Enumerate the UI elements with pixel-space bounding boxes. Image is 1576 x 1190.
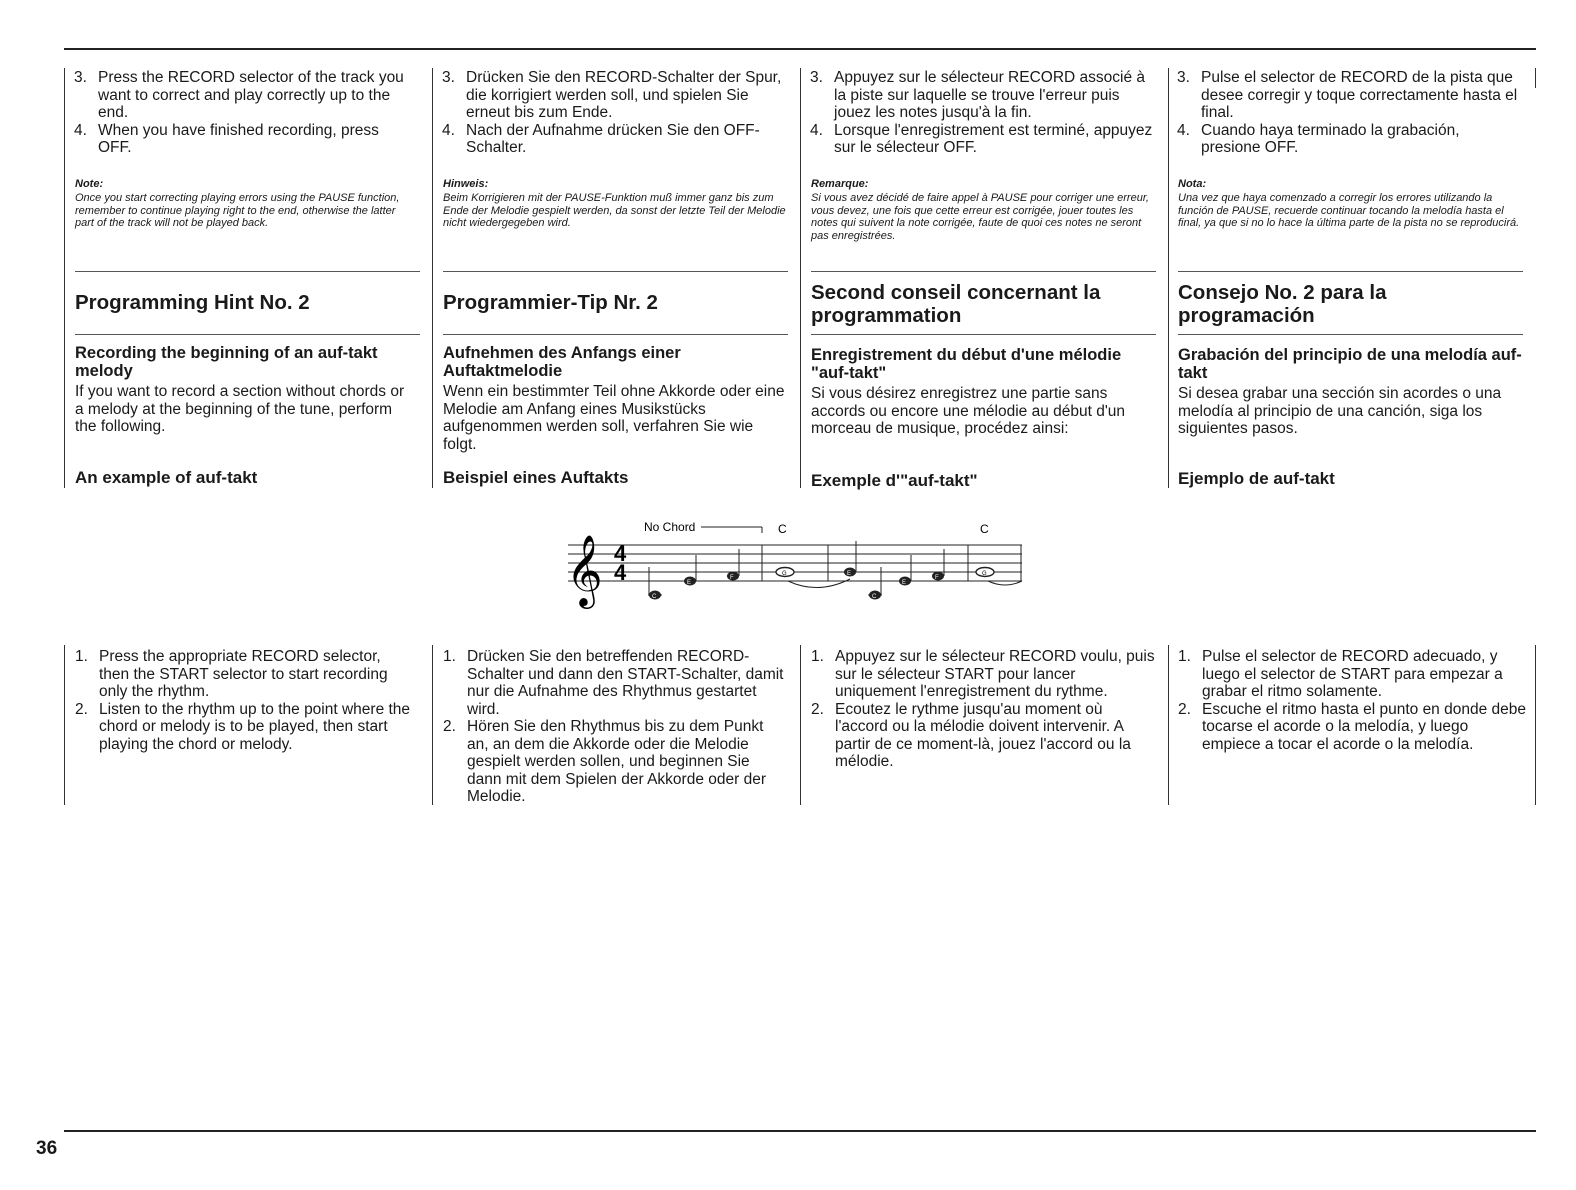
section-divider <box>75 271 420 272</box>
svg-text:E: E <box>847 571 852 577</box>
list-item: 2. Escuche el ritmo hasta el punto en donde debe tocarse el acorde o la melodía, y luego empiece a tocar el acorde o la melodía. <box>1178 700 1527 753</box>
list-item: 1. Drücken Sie den betreffenden RECORD-Schalter und dann den START-Schalter, damit nur die Aufnahme des Rhythmus gestartet wird. <box>443 648 784 718</box>
list-item: 4. Cuando haya terminado la grabación, presione OFF. <box>1177 121 1460 156</box>
section-divider <box>443 271 788 272</box>
note <box>844 541 856 577</box>
top-rule <box>64 48 1536 50</box>
page-number: 36 <box>36 1138 58 1159</box>
intro-paragraph: Si desea grabar una sección sin acordes o una melodía al principio de una canción, siga los siguientes pasos. <box>1178 385 1502 437</box>
hint-title: Programming Hint No. 2 <box>75 291 310 314</box>
bottom-steps <box>811 648 1156 771</box>
example-title: Ejemplo de auf-takt <box>1178 469 1335 488</box>
svg-text:F: F <box>935 575 939 581</box>
note-title: Nota: <box>1178 178 1207 190</box>
treble-clef-icon: 𝄞 <box>566 536 603 605</box>
note <box>976 568 994 578</box>
time-signature-top: 4 <box>614 541 627 566</box>
column-divider <box>1168 68 1169 488</box>
note <box>776 568 794 578</box>
list-item: 1. Appuyez sur le sélecteur RECORD voulu, puis sur le sélecteur START pour lancer uniquement l'enregistrement du rythme. <box>811 648 1155 700</box>
top-steps <box>1177 69 1522 157</box>
column-divider <box>64 645 65 805</box>
bottom-steps <box>1178 648 1528 753</box>
note <box>684 555 696 586</box>
column-divider <box>432 645 433 805</box>
list-item: 2. Ecoutez le rythme jusqu'au moment où l'accord ou la mélodie doivent intervenir. A partir de ce moment-là, jouez l'accord ou la mélodie. <box>811 700 1131 770</box>
svg-text:C: C <box>872 594 877 600</box>
time-signature-bottom: 4 <box>614 560 627 585</box>
intro-paragraph: Wenn ein bestimmter Teil ohne Akkorde oder eine Melodie am Anfang eines Musikstücks aufgenommen werden soll, verfahren Sie wie folgt. <box>443 383 785 453</box>
svg-text:G: G <box>782 571 787 577</box>
example-title: Beispiel eines Auftakts <box>443 468 629 487</box>
hint-title: Second conseil concernant la programmation <box>811 281 1101 327</box>
hint-title: Consejo No. 2 para la programación <box>1178 281 1387 327</box>
column-divider <box>432 68 433 488</box>
note-text: Once you start correcting playing errors using the PAUSE function, remember to continue playing right to the end, otherwise the latter part of the track will not be played back. <box>75 192 400 229</box>
note-text: Beim Korrigieren mit der PAUSE-Funktion muß immer ganz bis zum Ende der Melodie gespielt werden, da sonst der letzte Teil der Melodie nicht wiedergegeben wird. <box>443 192 786 229</box>
music-score <box>560 515 1030 610</box>
column-divider <box>800 645 801 805</box>
column-divider <box>64 68 65 488</box>
list-item: 1. Pulse el selector de RECORD adecuado, y luego el selector de START para empezar a grabar el ritmo solamente. <box>1178 648 1503 700</box>
sub-title: Grabación del principio de una melodía auf-takt <box>1178 346 1522 382</box>
section-divider <box>1178 334 1523 335</box>
svg-text:G: G <box>982 571 987 577</box>
tie-icon <box>988 581 1022 585</box>
example-title: Exemple d'"auf-takt" <box>811 471 978 490</box>
sub-title: Aufnehmen des Anfangs einer Auftaktmelodie <box>443 344 681 380</box>
column-divider <box>1168 645 1169 805</box>
bottom-steps <box>443 648 788 806</box>
list-item: 3. Press the RECORD selector of the track you want to correct and play correctly up to the end. <box>74 69 404 121</box>
list-item: 3. Appuyez sur le sélecteur RECORD associé à la piste sur laquelle se trouve l'erreur puis jouez les notes jusqu'à la fin. <box>810 69 1145 121</box>
chord-label: C <box>778 522 787 536</box>
list-item: 4. When you have finished recording, press OFF. <box>74 121 379 156</box>
example-title: An example of auf-takt <box>75 468 258 487</box>
intro-paragraph: If you want to record a section without chords or a melody at the beginning of the tune, perform the following. <box>75 383 405 435</box>
note-title: Remarque: <box>811 178 869 190</box>
section-divider <box>1178 271 1523 272</box>
chord-label: C <box>980 522 989 536</box>
top-steps <box>74 69 414 157</box>
column-divider <box>1535 645 1536 805</box>
top-steps <box>442 69 787 157</box>
bottom-steps <box>75 648 415 753</box>
intro-paragraph: Si vous désirez enregistrez une partie sans accords ou encore une mélodie au début d'un morceau de musique, procédez ainsi: <box>811 385 1126 437</box>
column-divider <box>1535 68 1536 88</box>
list-item: 3. Drücken Sie den RECORD-Schalter der Spur, die korrigiert werden soll, und spielen Sie erneut bis zum Ende. <box>442 69 782 121</box>
note <box>899 555 911 586</box>
svg-text:C: C <box>652 594 657 600</box>
svg-text:E: E <box>902 580 907 586</box>
no-chord-label: No Chord <box>644 520 696 534</box>
list-item: 1. Press the appropriate RECORD selector, then the START selector to start recording only the rhythm. <box>75 648 388 700</box>
section-divider <box>811 334 1156 335</box>
svg-text:F: F <box>730 575 734 581</box>
note-title: Hinweis: <box>443 178 489 190</box>
list-item: 2. Listen to the rhythm up to the point where the chord or melody is to be played, then start playing the chord or melody. <box>75 700 411 753</box>
section-divider <box>811 271 1156 272</box>
note-text: Si vous avez décidé de faire appel à PAUSE pour corriger une erreur, vous devez, une fois que cette erreur est corrigée, jouer toutes les notes qui suivent la note corrigée, faute de quoi ces notes ne seront pas enregistrées. <box>811 192 1149 242</box>
column-divider <box>800 68 801 488</box>
top-steps <box>810 69 1155 157</box>
svg-text:E: E <box>687 580 692 586</box>
note-title: Note: <box>75 178 104 190</box>
list-item: 4. Nach der Aufnahme drücken Sie den OFF-Schalter. <box>442 121 760 156</box>
section-divider <box>443 334 788 335</box>
bottom-rule <box>64 1130 1536 1132</box>
sub-title: Recording the beginning of an auf-takt melody <box>75 344 378 380</box>
hint-title: Programmier-Tip Nr. 2 <box>443 291 658 314</box>
tie-icon <box>788 579 850 588</box>
list-item: 3. Pulse el selector de RECORD de la pista que desee corregir y toque correctamente hasta el final. <box>1177 69 1518 121</box>
list-item: 4. Lorsque l'enregistrement est terminé, appuyez sur le sélecteur OFF. <box>810 121 1153 156</box>
sub-title: Enregistrement du début d'une mélodie "auf-takt" <box>811 346 1122 382</box>
list-item: 2. Hören Sie den Rhythmus bis zu dem Punkt an, an dem die Akkorde oder die Melodie gespielt werden sollen, und beginnen Sie dann mit dem Spielen der Akkorde oder der Melodie. <box>443 718 766 805</box>
note-text: Una vez que haya comenzado a corregir los errores utilizando la función de PAUSE, recuerde continuar tocando la melodía hasta el final, ya que si no lo hace la última parte de la pista no se reproducirá. <box>1178 192 1520 229</box>
section-divider <box>75 334 420 335</box>
staff-lines <box>568 545 1022 581</box>
